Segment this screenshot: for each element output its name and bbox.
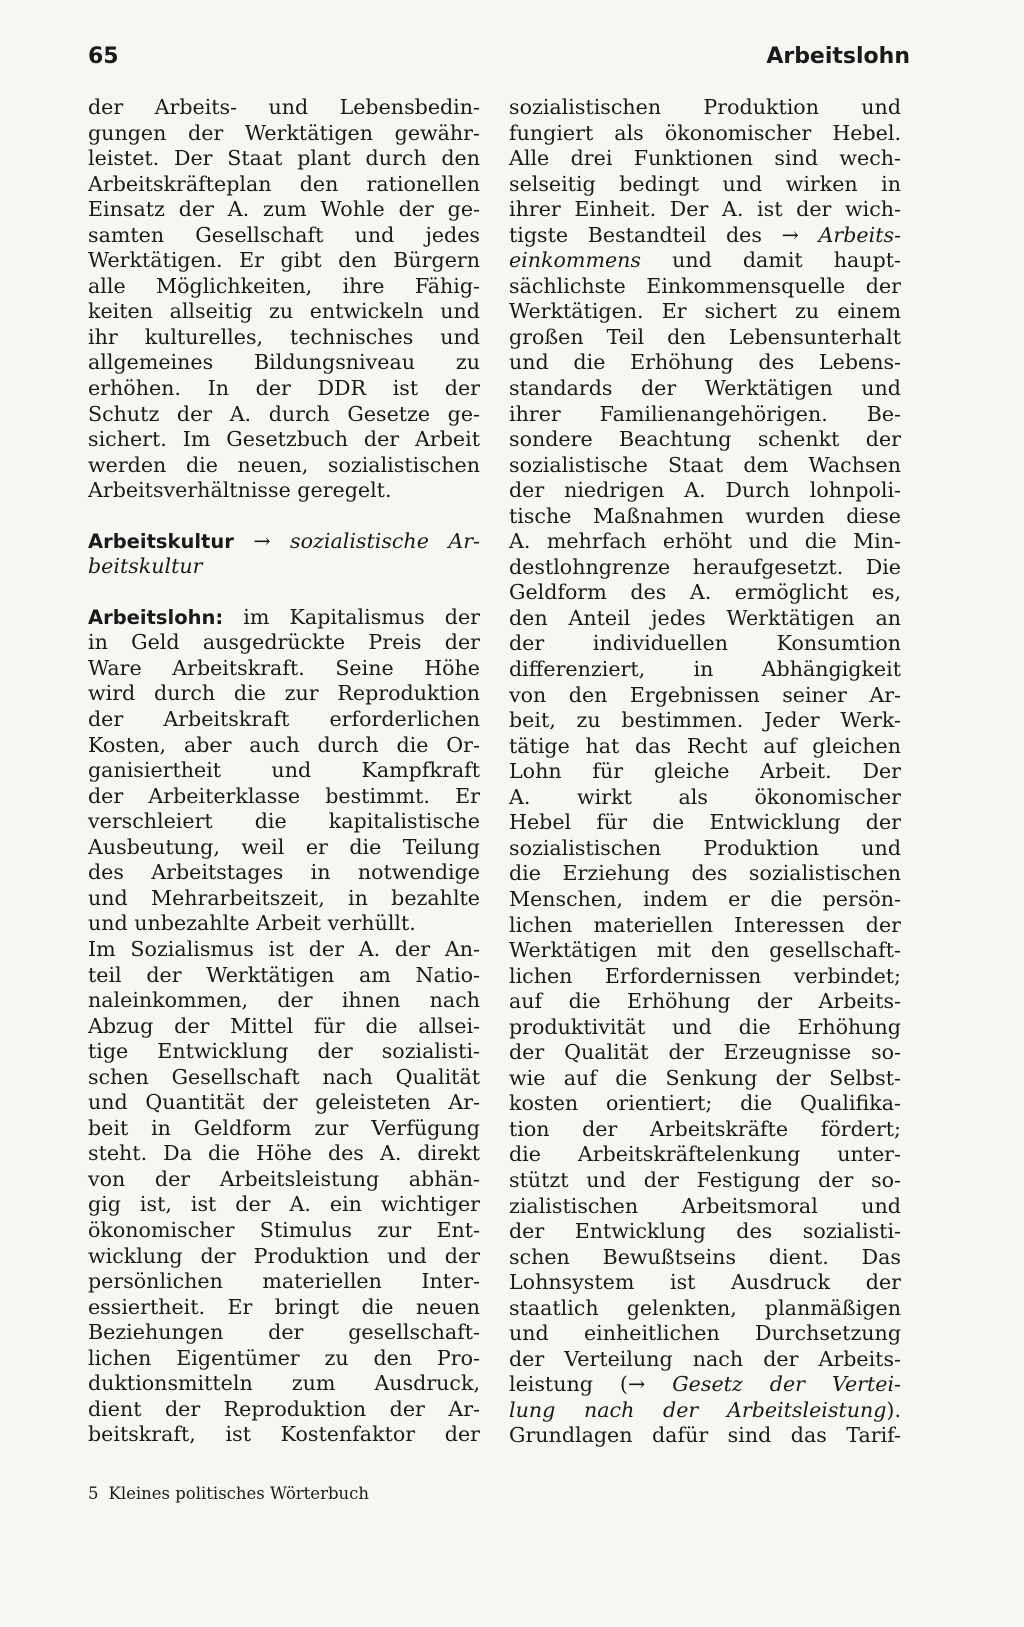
text-fragment: tigste Bestandteil des: [509, 222, 762, 247]
text-line: A. mehrfach erhöht und die Min-: [509, 529, 901, 554]
cross-reference: beitskultur: [88, 554, 203, 579]
text-line: allgemeines Bildungsniveau zu: [88, 350, 480, 375]
text-line: sächlichste Einkommensquelle der: [509, 273, 901, 298]
cross-reference: einkommens: [509, 248, 641, 273]
text-line: schen Gesellschaft nach Qualität: [88, 1064, 480, 1089]
text-line: tion der Arbeitskräfte fördert;: [509, 1116, 901, 1141]
footer: [88, 1484, 369, 1503]
text-line: Werktätigen mit den gesellschaft-: [509, 938, 901, 963]
cross-reference-arrow: →: [253, 528, 271, 553]
text-line: Lohn für gleiche Arbeit. Der: [509, 759, 901, 784]
text-line: Abzug der Mittel für die allsei-: [88, 1013, 480, 1038]
cross-reference-arrow: →: [627, 1372, 646, 1397]
text-line: lichen materiellen Interessen der: [509, 912, 901, 937]
text-line: Kosten, aber auch durch die Or-: [88, 732, 480, 757]
text-fragment: im Kapitalismus der: [243, 604, 480, 629]
text-line: beit in Geldform zur Verfügung: [88, 1115, 480, 1140]
text-line: Grundlagen dafür sind das Tarif-: [509, 1423, 901, 1448]
text-line: verschleiert die kapitalistische: [88, 809, 480, 834]
text-line: lichen Erfordernissen verbindet;: [509, 963, 901, 988]
text-line: wird durch die zur Reproduktion: [88, 681, 480, 706]
cross-reference: lung nach der Arbeitsleistung: [509, 1397, 887, 1422]
text-line: Arbeitsverhältnisse geregelt.: [88, 478, 392, 503]
text-line: und die Erhöhung des Lebens-: [509, 350, 901, 375]
text-line: Einsatz der A. zum Wohle der ge-: [88, 197, 480, 222]
text-line: Menschen, indem er die persön-: [509, 886, 901, 911]
text-line: lichen Eigentümer zu den Pro-: [88, 1345, 480, 1370]
text-line: Werktätigen. Er sichert zu einem: [509, 299, 901, 324]
text-line: Im Sozialismus ist der A. der An-: [88, 936, 480, 961]
text-line: staatlich gelenkten, planmäßigen: [509, 1295, 901, 1320]
text-line: in Geld ausgedrückte Preis der: [88, 630, 480, 655]
text-line: duktionsmitteln zum Ausdruck,: [88, 1371, 480, 1396]
text-line: des Arbeitstages in notwendige: [88, 860, 480, 885]
text-line: wicklung der Produktion und der: [88, 1243, 480, 1268]
text-line: und Mehrarbeitszeit, in bezahlte: [88, 885, 480, 910]
text-line: Ware Arbeitskraft. Seine Höhe: [88, 655, 480, 680]
text-line: der Arbeits- und Lebensbedin-: [88, 95, 480, 119]
entry-line: [88, 605, 480, 631]
text-line: Hebel für die Entwicklung der: [509, 810, 901, 835]
text-line: naleinkommen, der ihnen nach: [88, 988, 480, 1013]
text-line: sozialistischen Produktion und: [509, 95, 901, 119]
text-line: Arbeitskräfteplan den rationellen: [88, 171, 480, 196]
text-line: beit, zu bestimmen. Jeder Werk-: [509, 708, 901, 733]
text-line: der Entwicklung des sozialisti-: [509, 1219, 901, 1244]
entry-headword: Arbeitskultur: [88, 529, 234, 553]
signature-number: 5: [88, 1484, 99, 1503]
text-fragment: und damit haupt-: [672, 248, 902, 273]
text-line: ganisiertheit und Kampfkraft: [88, 758, 480, 783]
text-line: sondere Beachtung schenkt der: [509, 427, 901, 452]
text-line: die Erziehung des sozialistischen: [509, 861, 901, 886]
cross-reference-arrow: →: [781, 222, 799, 247]
text-fragment: leistung (: [509, 1372, 628, 1397]
text-line: keiten allseitig zu entwickeln und: [88, 299, 480, 324]
text-line: beitskraft, ist Kostenfaktor der: [88, 1422, 480, 1447]
text-line: werden die neuen, sozialistischen: [88, 452, 480, 477]
text-line: Werktätigen. Er gibt den Bürgern: [88, 248, 480, 273]
text-line: Schutz der A. durch Gesetze ge-: [88, 401, 480, 426]
text-line: ihr kulturelles, technisches und: [88, 324, 480, 349]
text-line: der Arbeitskraft erforderlichen: [88, 707, 480, 732]
text-line: stützt und der Festigung der so-: [509, 1167, 901, 1192]
text-line: sozialistische Staat dem Wachsen: [509, 452, 901, 477]
text-line: alle Möglichkeiten, ihre Fähig-: [88, 273, 480, 298]
right-column: [509, 95, 901, 1449]
text-line: persönlichen materiellen Inter-: [88, 1269, 480, 1294]
text-line: sozialistischen Produktion und: [509, 835, 901, 860]
text-line: erhöhen. In der DDR ist der: [88, 376, 480, 401]
text-line: leistet. Der Staat plant durch den: [88, 146, 480, 171]
text-line: der Arbeiterklasse bestimmt. Er: [88, 783, 480, 808]
page-number: 65: [88, 44, 119, 69]
text-line: ihrer Familienangehörigen. Be-: [509, 401, 901, 426]
text-line: differenziert, in Abhängigkeit: [509, 657, 901, 682]
text-line: zialistischen Arbeitsmoral und: [509, 1193, 901, 1218]
text-line: [509, 223, 901, 249]
text-line: wie auf die Senkung der Selbst-: [509, 1065, 901, 1090]
entry-arbeitslohn: [88, 605, 480, 1448]
text-line: fungiert als ökonomischer Hebel.: [509, 120, 901, 145]
text-line: der individuellen Konsumtion: [509, 631, 901, 656]
text-fragment: ).: [886, 1397, 901, 1422]
book-title: Kleines politisches Wörterbuch: [108, 1484, 370, 1503]
text-line: den Anteil jedes Werktätigen an: [509, 605, 901, 630]
text-line: von der Arbeitsleistung abhän-: [88, 1166, 480, 1191]
text-line: tätige hat das Recht auf gleichen: [509, 733, 901, 758]
entry-line: [88, 529, 480, 555]
text-line: teil der Werktätigen am Natio-: [88, 962, 480, 987]
text-line: die Arbeitskräftelenkung unter-: [509, 1142, 901, 1167]
text-line: und einheitlichen Durchsetzung: [509, 1321, 901, 1346]
text-line: sichert. Im Gesetzbuch der Arbeit: [88, 427, 480, 452]
text-line: destlohngrenze heraufgesetzt. Die: [509, 554, 901, 579]
text-line: [509, 248, 901, 274]
text-line: ökonomischer Stimulus zur Ent-: [88, 1217, 480, 1242]
text-line: und unbezahlte Arbeit verhüllt.: [88, 911, 416, 936]
text-line: dient der Reproduktion der Ar-: [88, 1396, 480, 1421]
text-line: standards der Werktätigen und: [509, 376, 901, 401]
text-line: tige Entwicklung der sozialisti-: [88, 1039, 480, 1064]
text-line: schen Bewußtseins dient. Das: [509, 1244, 901, 1269]
text-line: Beziehungen der gesellschaft-: [88, 1320, 480, 1345]
text-line: der Qualität der Erzeugnisse so-: [509, 1040, 901, 1065]
text-line: ihrer Einheit. Der A. ist der wich-: [509, 197, 901, 222]
text-line: Ausbeutung, weil er die Teilung: [88, 834, 480, 859]
text-line: der Verteilung nach der Arbeits-: [509, 1346, 901, 1371]
entry-headword: Arbeitslohn:: [88, 605, 224, 629]
text-line: Geldform des A. ermöglicht es,: [509, 580, 901, 605]
text-line: gungen der Werktätigen gewähr-: [88, 120, 480, 145]
text-line: tische Maßnahmen wurden diese: [509, 503, 901, 528]
text-line: samten Gesellschaft und jedes: [88, 222, 480, 247]
text-line: [509, 1398, 901, 1424]
text-line: A. wirkt als ökonomischer: [509, 784, 901, 809]
text-line: kosten orientiert; die Qualifika-: [509, 1091, 901, 1116]
text-line: Lohnsystem ist Ausdruck der: [509, 1270, 901, 1295]
text-line: gig ist, ist der A. ein wichtiger: [88, 1192, 480, 1217]
text-line: von den Ergebnissen seiner Ar-: [509, 682, 901, 707]
cross-reference: sozialistische Ar-: [290, 528, 481, 553]
text-line: großen Teil den Lebensunterhalt: [509, 324, 901, 349]
text-line: essiertheit. Er bringt die neuen: [88, 1294, 480, 1319]
entry-arbeitskultur: [88, 529, 480, 580]
text-line: [509, 1372, 901, 1398]
text-line: auf die Erhöhung der Arbeits-: [509, 989, 901, 1014]
text-line: selseitig bedingt und wirken in: [509, 171, 901, 196]
entry-continuation: [88, 95, 480, 504]
text-line: und Quantität der geleisteten Ar-: [88, 1090, 480, 1115]
text-line: produktivität und die Erhöhung: [509, 1014, 901, 1039]
text-line: Alle drei Funktionen sind wech-: [509, 146, 901, 171]
text-line: steht. Da die Höhe des A. direkt: [88, 1141, 480, 1166]
cross-reference: Gesetz der Vertei-: [672, 1372, 901, 1397]
running-head: Arbeitslohn: [766, 44, 910, 69]
text-line: der niedrigen A. Durch lohnpoli-: [509, 478, 901, 503]
left-column: [88, 95, 480, 1448]
cross-reference: Arbeits-: [818, 222, 902, 247]
